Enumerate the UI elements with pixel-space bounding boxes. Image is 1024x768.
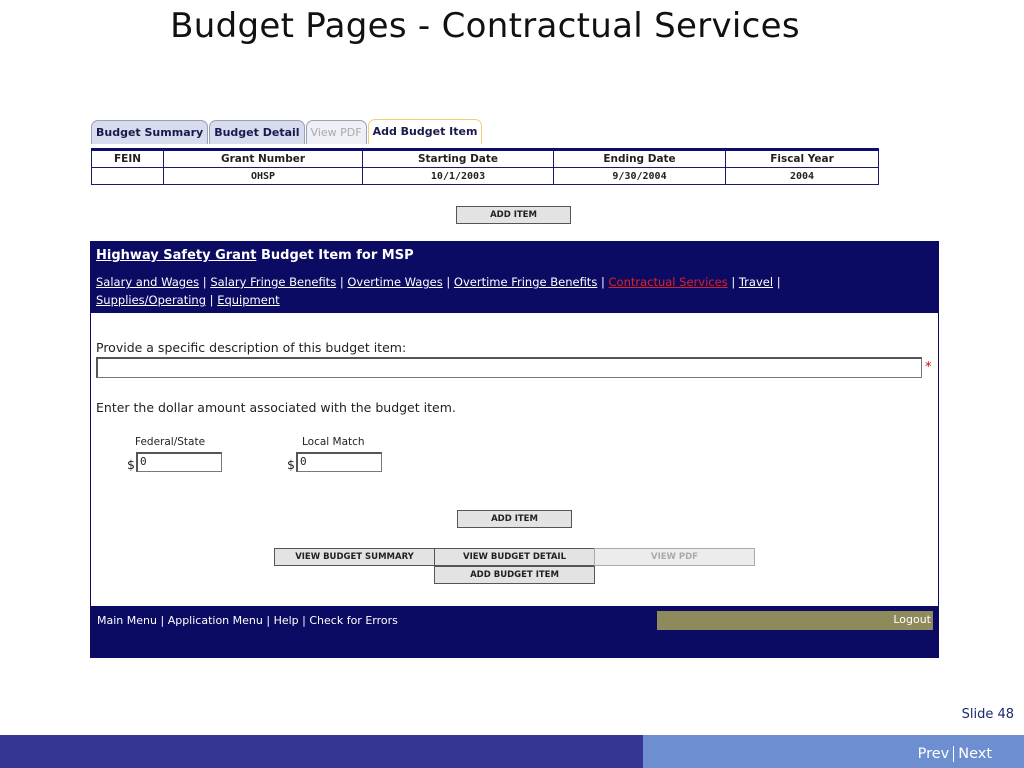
tab-add-budget-item[interactable]: Add Budget Item — [368, 119, 483, 144]
category-nav-line-1 — [96, 275, 781, 289]
cell-fiscal-year: 2004 — [726, 168, 879, 185]
header-starting-date: Starting Date — [363, 150, 554, 168]
slide-nav-area — [643, 735, 1024, 768]
category-separator: | — [776, 275, 781, 289]
prev-link[interactable]: Prev — [917, 746, 950, 762]
view-budget-summary-button[interactable]: VIEW BUDGET SUMMARY — [274, 548, 435, 566]
required-marker: * — [925, 360, 932, 375]
category-salary-fringe[interactable]: Salary Fringe Benefits — [210, 275, 337, 289]
add-item-button-bottom[interactable]: ADD ITEM — [457, 510, 572, 528]
grant-info-table — [91, 148, 879, 185]
add-item-button-top[interactable]: ADD ITEM — [456, 206, 571, 224]
category-separator: | — [202, 275, 207, 289]
description-prompt: Provide a specific description of this budget item: — [96, 340, 407, 355]
header-ending-date: Ending Date — [554, 150, 726, 168]
category-separator: | — [209, 293, 214, 307]
tab-budget-summary[interactable]: Budget Summary — [91, 120, 208, 144]
footer-links — [97, 614, 398, 627]
nav-divider — [953, 746, 954, 762]
category-separator: | — [600, 275, 605, 289]
panel-footer — [91, 606, 938, 657]
category-separator: | — [446, 275, 451, 289]
table-header-row — [92, 150, 879, 168]
cell-starting-date: 10/1/2003 — [363, 168, 554, 185]
federal-state-amount-input[interactable]: 0 — [136, 452, 222, 472]
table-row — [92, 168, 879, 185]
panel-header — [91, 242, 938, 313]
header-fiscal-year: Fiscal Year — [726, 150, 879, 168]
category-salary-wages[interactable]: Salary and Wages — [96, 275, 200, 289]
slide-bottom-bar — [0, 735, 1024, 768]
budget-item-panel — [90, 241, 939, 658]
federal-currency-symbol: $ — [127, 457, 135, 472]
category-separator: | — [731, 275, 736, 289]
category-nav-line-2 — [96, 293, 280, 307]
footer-separator: | — [302, 614, 306, 627]
view-budget-detail-button[interactable]: VIEW BUDGET DETAIL — [434, 548, 595, 566]
header-grant-number: Grant Number — [164, 150, 363, 168]
slide-nav — [918, 746, 992, 762]
local-match-amount-input[interactable]: 0 — [296, 452, 382, 472]
panel-title-text: Budget Item for MSP — [260, 248, 414, 263]
slide-number: Slide 48 — [961, 707, 1014, 722]
cell-fein — [92, 168, 164, 185]
category-contractual-services[interactable]: Contractual Services — [608, 275, 728, 289]
panel-title — [96, 248, 414, 263]
budget-tabs — [91, 119, 483, 144]
view-pdf-button: VIEW PDF — [594, 548, 755, 566]
slide-title: Budget Pages - Contractual Services — [170, 6, 800, 46]
add-budget-item-button[interactable]: ADD BUDGET ITEM — [434, 566, 595, 584]
category-overtime-wages[interactable]: Overtime Wages — [347, 275, 443, 289]
check-errors-link[interactable]: Check for Errors — [309, 614, 398, 627]
tab-view-pdf: View PDF — [306, 120, 367, 144]
logout-bar — [657, 611, 933, 630]
tab-budget-detail[interactable]: Budget Detail — [209, 120, 304, 144]
next-link[interactable]: Next — [958, 746, 992, 762]
cell-grant-number: OHSP — [164, 168, 363, 185]
local-match-label: Local Match — [302, 436, 365, 448]
local-currency-symbol: $ — [287, 457, 295, 472]
help-link[interactable]: Help — [273, 614, 299, 627]
footer-separator: | — [160, 614, 165, 627]
federal-state-label: Federal/State — [135, 436, 206, 448]
application-menu-link[interactable]: Application Menu — [167, 614, 263, 627]
category-supplies-operating[interactable]: Supplies/Operating — [96, 293, 207, 307]
main-menu-link[interactable]: Main Menu — [97, 614, 157, 627]
highway-safety-grant-link[interactable]: Highway Safety Grant — [96, 248, 257, 263]
category-overtime-fringe[interactable]: Overtime Fringe Benefits — [453, 275, 598, 289]
cell-ending-date: 9/30/2004 — [554, 168, 726, 185]
footer-separator: | — [266, 614, 271, 627]
category-travel[interactable]: Travel — [738, 275, 774, 289]
description-input[interactable] — [96, 357, 922, 378]
logout-link[interactable]: Logout — [893, 613, 931, 626]
amount-prompt: Enter the dollar amount associated with the budget item. — [96, 400, 456, 415]
category-equipment[interactable]: Equipment — [217, 293, 280, 307]
category-separator: | — [339, 275, 344, 289]
header-fein: FEIN — [92, 150, 164, 168]
